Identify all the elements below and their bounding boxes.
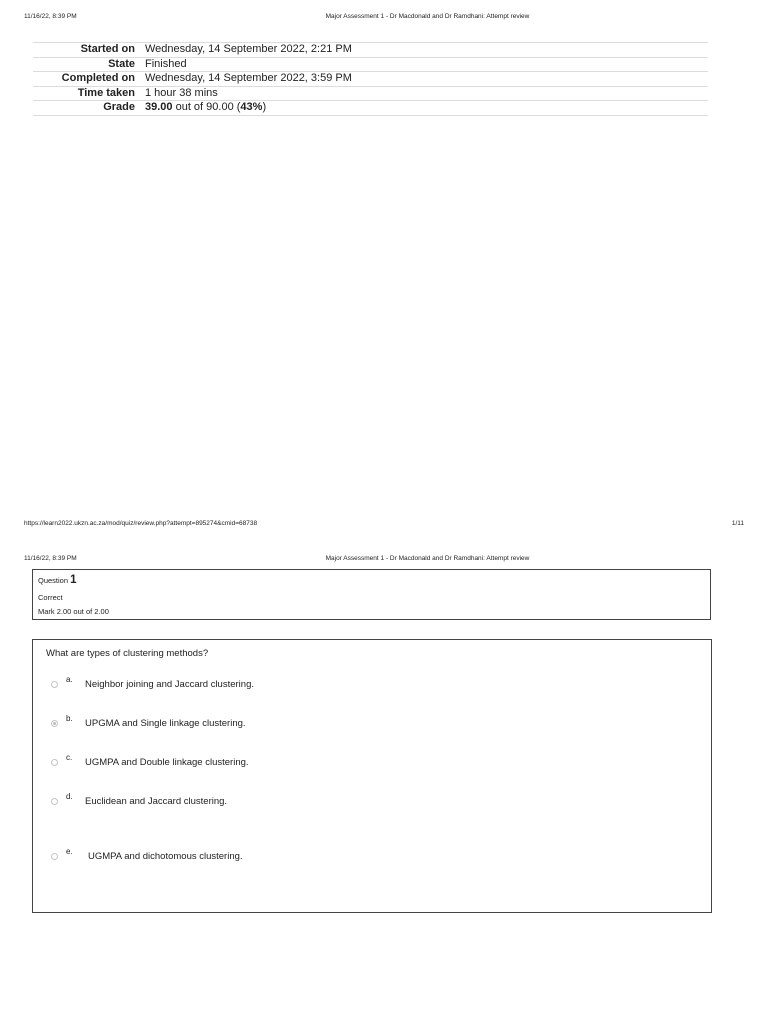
summary-row-state <box>33 57 708 72</box>
option-text: UGMPA and Double linkage clustering. <box>85 757 249 768</box>
summary-row-grade <box>33 101 708 116</box>
print-url: https://learn2022.ukzn.ac.za/mod/quiz/review.php?attempt=895274&cmid=68738 <box>24 520 258 527</box>
print-title: Major Assessment 1 - Dr Macdonald and Dr Ramdhani: Attempt review <box>325 555 530 562</box>
summary-label: Started on <box>80 43 135 55</box>
option-letter: b. <box>66 714 73 723</box>
option-letter: a. <box>66 675 73 684</box>
radio-button[interactable] <box>51 853 58 860</box>
radio-button[interactable] <box>51 681 58 688</box>
grade-score: 39.00 <box>145 101 173 113</box>
option-text: UGMPA and dichotomous clustering. <box>88 851 243 862</box>
summary-row-completed <box>33 72 708 87</box>
summary-value: Finished <box>145 57 187 70</box>
question-info <box>32 569 711 620</box>
page-number: 1/11 <box>731 520 744 527</box>
question-content <box>32 639 712 913</box>
radio-button-selected[interactable] <box>51 720 58 727</box>
radio-button[interactable] <box>51 759 58 766</box>
summary-row-time-taken <box>33 86 708 101</box>
grade-out-of: out of 90.00 ( <box>172 101 241 113</box>
question-state: Correct <box>38 593 63 602</box>
question-text: What are types of clustering methods? <box>46 648 209 659</box>
grade-value <box>145 101 708 116</box>
summary-label: State <box>108 57 135 70</box>
question-mark: Mark 2.00 out of 2.00 <box>38 607 109 616</box>
question-number <box>38 574 77 586</box>
summary-row-started <box>33 43 708 58</box>
question-label: Question <box>38 576 69 585</box>
print-title: Major Assessment 1 - Dr Macdonald and Dr Ramdhani: Attempt review <box>325 13 530 20</box>
summary-label: Completed on <box>61 72 135 84</box>
grade-percent: 43% <box>240 101 263 113</box>
option-letter: c. <box>66 753 73 762</box>
option-text: Euclidean and Jaccard clustering. <box>85 796 228 807</box>
summary-value: Wednesday, 14 September 2022, 3:59 PM <box>145 72 352 84</box>
option-text: UPGMA and Single linkage clustering. <box>85 718 246 729</box>
summary-value: 1 hour 38 mins <box>145 86 218 99</box>
print-date: 11/16/22, 8:39 PM <box>24 13 77 20</box>
option-letter: d. <box>66 792 73 801</box>
print-date: 11/16/22, 8:39 PM <box>24 555 77 562</box>
summary-value: Wednesday, 14 September 2022, 2:21 PM <box>145 43 352 55</box>
question-number-value: 1 <box>70 574 77 586</box>
summary-label: Grade <box>103 101 135 113</box>
attempt-summary-table <box>33 42 708 116</box>
option-text: Neighbor joining and Jaccard clustering. <box>85 679 254 690</box>
radio-button[interactable] <box>51 798 58 805</box>
grade-close: ) <box>262 101 267 113</box>
summary-label: Time taken <box>77 86 135 99</box>
option-letter: e. <box>66 847 73 856</box>
